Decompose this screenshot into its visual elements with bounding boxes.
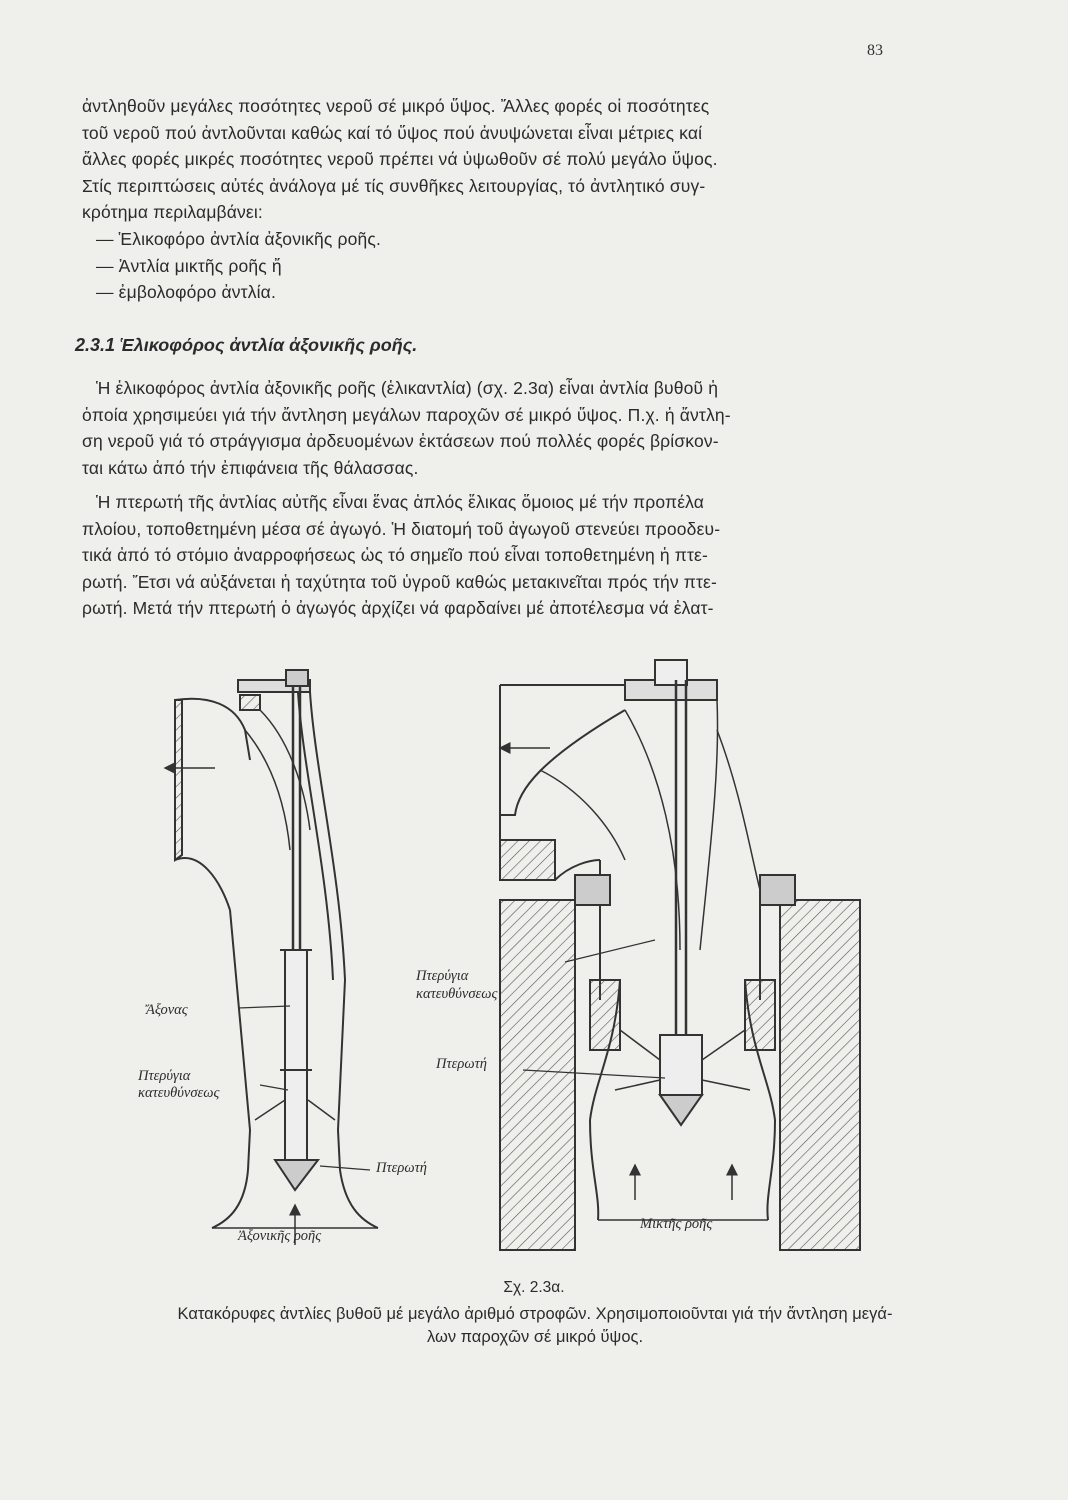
label-shaft: Ἄξονας <box>146 1002 188 1018</box>
axial-pump-drawing <box>165 670 378 1245</box>
label-axial-flow: Ἀξονικῆς ροῆς <box>238 1228 322 1244</box>
intro-line: κρότημα περιλαμβάνει: <box>82 202 263 223</box>
page-number: 83 <box>867 42 883 59</box>
paragraph-line: Ἡ πτερωτή τῆς ἀντλίας αὐτῆς εἶναι ἕνας ἁπλός ἕλικας ὅμοιος μέ τήν προπέλα <box>96 492 705 512</box>
label-guide-vanes-left-1: Πτερύγια <box>138 1068 191 1084</box>
intro-line: ἄλλες φορές μικρές ποσότητες νεροῦ πρέπει νά ὑψωθοῦν σέ πολύ μεγάλο ὕψος. <box>82 149 718 170</box>
intro-line: ἀντληθοῦν μεγάλες ποσότητες νεροῦ σέ μικρό ὕψος. Ἄλλες φορές οἱ ποσότητες <box>82 96 710 116</box>
label-guide-vanes-right-2: κατευθύνσεως <box>416 986 498 1002</box>
paragraph-line: ση νεροῦ γιά τό στράγγισμα ἀρδευομένων ἐκτάσεων πού πολλές φορές βρίσκον- <box>82 431 719 452</box>
paragraph-line: πλοίου, τοποθετημένη μέσα σέ ἀγωγό. Ἡ διατομή τοῦ ἀγωγοῦ στενεύει προοδευ- <box>82 518 721 539</box>
label-mixed-flow: Μικτῆς ροῆς <box>640 1216 713 1232</box>
paragraph-line: ρωτή. Ἔτσι νά αὐξάνεται ἡ ταχύτητα τοῦ ὑγροῦ καθώς μετακινεῖται πρός τήν πτε- <box>82 571 717 592</box>
caption-line: Κατακόρυφες ἀντλίες βυθοῦ μέ μεγάλο ἀριθμό στροφῶν. Χρησιμοποιοῦνται γιά τήν ἄντληση μεγά- <box>177 1305 893 1323</box>
paragraph-line: τικά ἀπό τό στόμιο ἀναρροφήσεως ὡς τό σημεῖο πού εἶναι τοποθετημένη ἡ πτε- <box>82 545 708 566</box>
pump-figure <box>120 650 920 1270</box>
intro-line: Στίς περιπτώσεις αὐτές ἀνάλογα μέ τίς συνθῆκες λειτουργίας, τό ἀντλητικό συγ- <box>82 175 706 196</box>
list-item: — ἐμβολοφόρο ἀντλία. <box>96 282 276 303</box>
label-guide-vanes-left-2: κατευθύνσεως <box>138 1085 220 1101</box>
paragraph-line: ται κάτω ἀπό τήν ἐπιφάνεια τῆς θάλασσας. <box>82 457 419 478</box>
intro-line: τοῦ νεροῦ πού ἀντλοῦνται καθώς καί τό ὕψος πού ἀνυψώνεται εἶναι μέτριες καί <box>82 122 703 143</box>
label-impeller-right: Πτερωτή <box>436 1056 487 1072</box>
intro-paragraph <box>82 93 912 306</box>
label-impeller-left: Πτερωτή <box>376 1160 427 1176</box>
figure-caption <box>60 1303 1010 1349</box>
section-paragraph-2 <box>82 489 912 622</box>
list-item: — Ἀντλία μικτῆς ροῆς ἤ <box>96 255 282 276</box>
section-heading: 2.3.1 Ἑλικοφόρος ἀντλία ἀξονικῆς ροῆς. <box>75 335 418 355</box>
mixed-flow-pump-drawing <box>500 660 860 1250</box>
figure-number: Σχ. 2.3α. <box>503 1279 565 1296</box>
section-paragraph-1 <box>82 375 912 481</box>
paragraph-line: ὁποία χρησιμεύει γιά τήν ἄντληση μεγάλων παροχῶν σέ μικρό ὕψος. Π.χ. ἡ ἄντλη- <box>82 404 731 425</box>
list-item: — Ἑλικοφόρο ἀντλία ἀξονικῆς ροῆς. <box>96 228 381 249</box>
label-guide-vanes-right-1: Πτερύγια <box>416 968 469 984</box>
pump-drawings <box>120 650 920 1270</box>
caption-line: λων παροχῶν σέ μικρό ὕψος. <box>426 1328 644 1346</box>
paragraph-line: Ἡ ἑλικοφόρος ἀντλία ἀξονικῆς ροῆς (ἑλικαντλία) (σχ. 2.3α) εἶναι ἀντλία βυθοῦ ἡ <box>96 378 719 398</box>
paragraph-line: ρωτή. Μετά τήν πτερωτή ὁ ἀγωγός ἀρχίζει νά φαρδαίνει μέ ἀποτέλεσμα νά ἐλατ- <box>82 598 714 619</box>
